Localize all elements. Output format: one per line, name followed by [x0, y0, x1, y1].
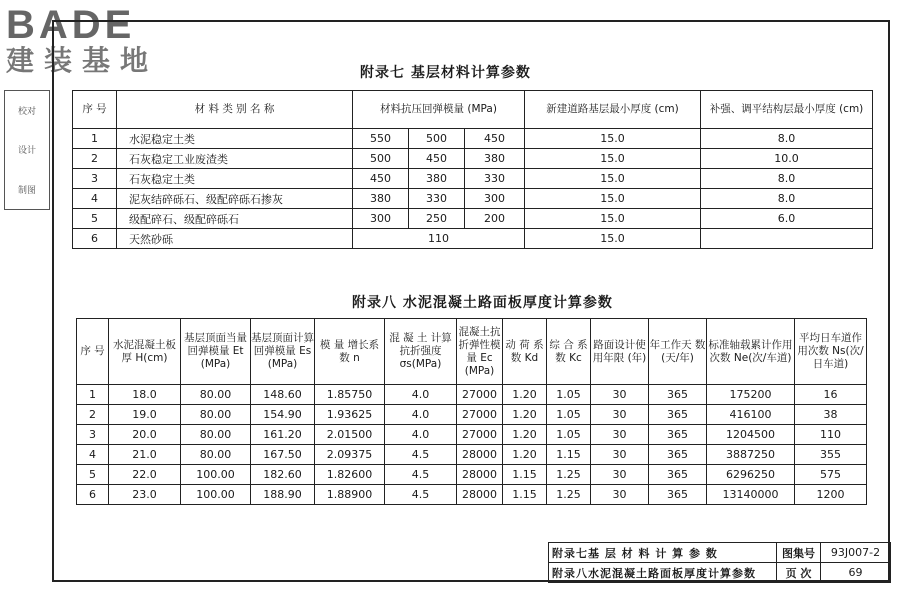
appendix8-cell: 1: [77, 385, 109, 405]
appendix8-cell: 1.15: [547, 445, 591, 465]
header-modulus: 材料抗压回弹模量 (MPa): [353, 91, 525, 129]
appendix8-cell: 27000: [457, 425, 503, 445]
appendix7-row: [73, 209, 873, 229]
header-reinforce-min: 补强、调平结构层最小厚度 (cm): [701, 91, 873, 129]
appendix8-cell: 80.00: [181, 445, 251, 465]
reinforce-min-thickness: 8.0: [701, 129, 873, 149]
appendix8-cell: 4.0: [385, 405, 457, 425]
material-name: 水泥稳定土类: [117, 129, 353, 149]
appendix8-cell: 188.90: [251, 485, 315, 505]
appendix8-cell: 4.0: [385, 385, 457, 405]
appendix8-cell: 19.0: [109, 405, 181, 425]
header-new-min: 新建道路基层最小厚度 (cm): [525, 91, 701, 129]
appendix8-cell: 1.05: [547, 385, 591, 405]
appendix8-cell: 4.0: [385, 425, 457, 445]
appendix7-row: [73, 169, 873, 189]
appendix8-cell: 175200: [707, 385, 795, 405]
reinforce-min-thickness: [701, 229, 873, 249]
appendix8-row: [77, 385, 867, 405]
row-no: 5: [73, 209, 117, 229]
appendix8-cell: 100.00: [181, 485, 251, 505]
material-name: 石灰稳定土类: [117, 169, 353, 189]
appendix8-header-row: [77, 319, 867, 385]
appendix8-header-cell: 模 量 增长系数 n: [315, 319, 385, 385]
appendix8-cell: 1.25: [547, 465, 591, 485]
appendix8-cell: 18.0: [109, 385, 181, 405]
appendix8-cell: 1.20: [503, 425, 547, 445]
appendix8-cell: 100.00: [181, 465, 251, 485]
appendix8-cell: 365: [649, 465, 707, 485]
appendix8-cell: 4.5: [385, 445, 457, 465]
title-block-name-1: 附录七基 层 材 料 计 算 参 数: [549, 543, 777, 563]
appendix8-header-cell: 标准轴载累计作用次数 Ne(次/车道): [707, 319, 795, 385]
appendix8-cell: 1.05: [547, 405, 591, 425]
appendix8-header-cell: 基层顶面当量回弹模量 Et (MPa): [181, 319, 251, 385]
modulus-value: 300: [353, 209, 409, 229]
appendix8-cell: 4: [77, 445, 109, 465]
appendix8-cell: 110: [795, 425, 867, 445]
new-min-thickness: 15.0: [525, 189, 701, 209]
appendix8-cell: 182.60: [251, 465, 315, 485]
appendix8-cell: 416100: [707, 405, 795, 425]
appendix8-cell: 23.0: [109, 485, 181, 505]
appendix8-cell: 30: [591, 405, 649, 425]
appendix7-row: [73, 149, 873, 169]
atlas-number: 93J007-2: [821, 543, 891, 563]
appendix8-cell: 365: [649, 385, 707, 405]
stamp-draw: 制图: [17, 185, 36, 196]
watermark-subtitle: 建装基地: [6, 45, 159, 76]
new-min-thickness: 15.0: [525, 149, 701, 169]
modulus-value: 450: [409, 149, 465, 169]
appendix8-cell: 1204500: [707, 425, 795, 445]
appendix8-cell: 30: [591, 425, 649, 445]
row-no: 2: [73, 149, 117, 169]
appendix8-cell: 6296250: [707, 465, 795, 485]
appendix8-header-cell: 年工作天 数 (天/年): [649, 319, 707, 385]
material-name: 天然砂砾: [117, 229, 353, 249]
appendix8-cell: 38: [795, 405, 867, 425]
title-block-name-2: 附录八水泥混凝土路面板厚度计算参数: [549, 563, 777, 583]
appendix8-cell: 575: [795, 465, 867, 485]
appendix8-header-cell: 混凝土抗折弹性模量 Ec (MPa): [457, 319, 503, 385]
appendix8-cell: 167.50: [251, 445, 315, 465]
appendix8-cell: 27000: [457, 405, 503, 425]
modulus-value: 380: [353, 189, 409, 209]
modulus-value: 330: [409, 189, 465, 209]
appendix8-cell: 80.00: [181, 425, 251, 445]
appendix8-cell: 365: [649, 445, 707, 465]
modulus-value: 330: [465, 169, 525, 189]
appendix8-cell: 16: [795, 385, 867, 405]
appendix8-cell: 3: [77, 425, 109, 445]
appendix8-cell: 13140000: [707, 485, 795, 505]
appendix8-cell: 1.88900: [315, 485, 385, 505]
material-name: 石灰稳定工业废渣类: [117, 149, 353, 169]
modulus-value: 550: [353, 129, 409, 149]
reinforce-min-thickness: 6.0: [701, 209, 873, 229]
appendix7-header-row: [73, 91, 873, 129]
appendix8-cell: 4.5: [385, 485, 457, 505]
appendix8-row: [77, 445, 867, 465]
appendix8-header-cell: 路面设计使用年限 (年): [591, 319, 649, 385]
appendix8-cell: 2: [77, 405, 109, 425]
row-no: 6: [73, 229, 117, 249]
header-no: 序 号: [73, 91, 117, 129]
modulus-value: 450: [465, 129, 525, 149]
appendix8-row: [77, 485, 867, 505]
appendix8-cell: 6: [77, 485, 109, 505]
appendix8-cell: 1.93625: [315, 405, 385, 425]
appendix8-cell: 28000: [457, 465, 503, 485]
appendix8-cell: 1.15: [503, 465, 547, 485]
appendix8-row: [77, 425, 867, 445]
material-name: 级配碎石、级配碎砾石: [117, 209, 353, 229]
appendix8-header-cell: 水泥混凝土板厚 H(cm): [109, 319, 181, 385]
appendix8-cell: 1.20: [503, 445, 547, 465]
appendix8-header-cell: 混 凝 土 计算抗折强度 σs(MPa): [385, 319, 457, 385]
appendix8-cell: 1200: [795, 485, 867, 505]
appendix8-cell: 365: [649, 425, 707, 445]
appendix8-cell: 21.0: [109, 445, 181, 465]
appendix8-cell: 154.90: [251, 405, 315, 425]
appendix8-header-cell: 综 合 系 数 Kc: [547, 319, 591, 385]
watermark-brand: BADE: [6, 3, 136, 47]
header-material: 材 料 类 别 名 称: [117, 91, 353, 129]
appendix8-cell: 2.01500: [315, 425, 385, 445]
appendix8-cell: 365: [649, 405, 707, 425]
appendix8-cell: 30: [591, 445, 649, 465]
appendix8-cell: 1.82600: [315, 465, 385, 485]
new-min-thickness: 15.0: [525, 229, 701, 249]
modulus-value: 450: [353, 169, 409, 189]
appendix8-cell: 27000: [457, 385, 503, 405]
appendix8-cell: 161.20: [251, 425, 315, 445]
appendix8-cell: 30: [591, 465, 649, 485]
appendix8-header-cell: 动 荷 系 数 Kd: [503, 319, 547, 385]
appendix8-cell: 3887250: [707, 445, 795, 465]
appendix8-cell: 28000: [457, 445, 503, 465]
appendix8-cell: 355: [795, 445, 867, 465]
appendix8-header-cell: 平均日车道作用次数 Ns(次/日车道): [795, 319, 867, 385]
appendix8-cell: 30: [591, 385, 649, 405]
appendix7-row: [73, 129, 873, 149]
new-min-thickness: 15.0: [525, 169, 701, 189]
appendix8-cell: 148.60: [251, 385, 315, 405]
appendix8-cell: 1.05: [547, 425, 591, 445]
appendix8-row: [77, 405, 867, 425]
appendix8-cell: 1.20: [503, 405, 547, 425]
modulus-value: 250: [409, 209, 465, 229]
modulus-value: 380: [409, 169, 465, 189]
appendix8-cell: 365: [649, 485, 707, 505]
appendix8-cell: 80.00: [181, 405, 251, 425]
new-min-thickness: 15.0: [525, 129, 701, 149]
title-block: [548, 542, 891, 583]
appendix8-cell: 4.5: [385, 465, 457, 485]
appendix7-row: [73, 189, 873, 209]
modulus-value: 300: [465, 189, 525, 209]
modulus-value: 110: [353, 229, 525, 249]
appendix8-header-cell: 基层顶面计算回弹模量 Es (MPa): [251, 319, 315, 385]
appendix8-cell: 2.09375: [315, 445, 385, 465]
appendix8-cell: 20.0: [109, 425, 181, 445]
appendix8-title: 附录八 水泥混凝土路面板厚度计算参数: [352, 295, 613, 311]
reinforce-min-thickness: 8.0: [701, 189, 873, 209]
appendix8-cell: 30: [591, 485, 649, 505]
page-number-label: 页 次: [777, 563, 821, 583]
appendix8-cell: 5: [77, 465, 109, 485]
appendix8-cell: 28000: [457, 485, 503, 505]
modulus-value: 500: [409, 129, 465, 149]
appendix8-cell: 1.15: [503, 485, 547, 505]
appendix8-cell: 80.00: [181, 385, 251, 405]
material-name: 泥灰结碎砾石、级配碎砾石掺灰: [117, 189, 353, 209]
appendix8-header-cell: 序 号: [77, 319, 109, 385]
reinforce-min-thickness: 10.0: [701, 149, 873, 169]
appendix7-title: 附录七 基层材料计算参数: [360, 65, 531, 81]
stamp-check: 校对: [17, 107, 36, 118]
row-no: 4: [73, 189, 117, 209]
row-no: 3: [73, 169, 117, 189]
stamp-design: 设计: [17, 146, 36, 157]
page-number: 69: [821, 563, 891, 583]
atlas-number-label: 图集号: [777, 543, 821, 563]
side-approval-stamp: [4, 90, 50, 210]
appendix8-cell: 22.0: [109, 465, 181, 485]
new-min-thickness: 15.0: [525, 209, 701, 229]
modulus-value: 200: [465, 209, 525, 229]
appendix8-cell: 1.20: [503, 385, 547, 405]
appendix8-table: [76, 318, 867, 505]
modulus-value: 500: [353, 149, 409, 169]
row-no: 1: [73, 129, 117, 149]
appendix7-row: [73, 229, 873, 249]
reinforce-min-thickness: 8.0: [701, 169, 873, 189]
appendix8-row: [77, 465, 867, 485]
appendix7-table: [72, 90, 873, 249]
modulus-value: 380: [465, 149, 525, 169]
appendix8-cell: 1.85750: [315, 385, 385, 405]
appendix8-cell: 1.25: [547, 485, 591, 505]
